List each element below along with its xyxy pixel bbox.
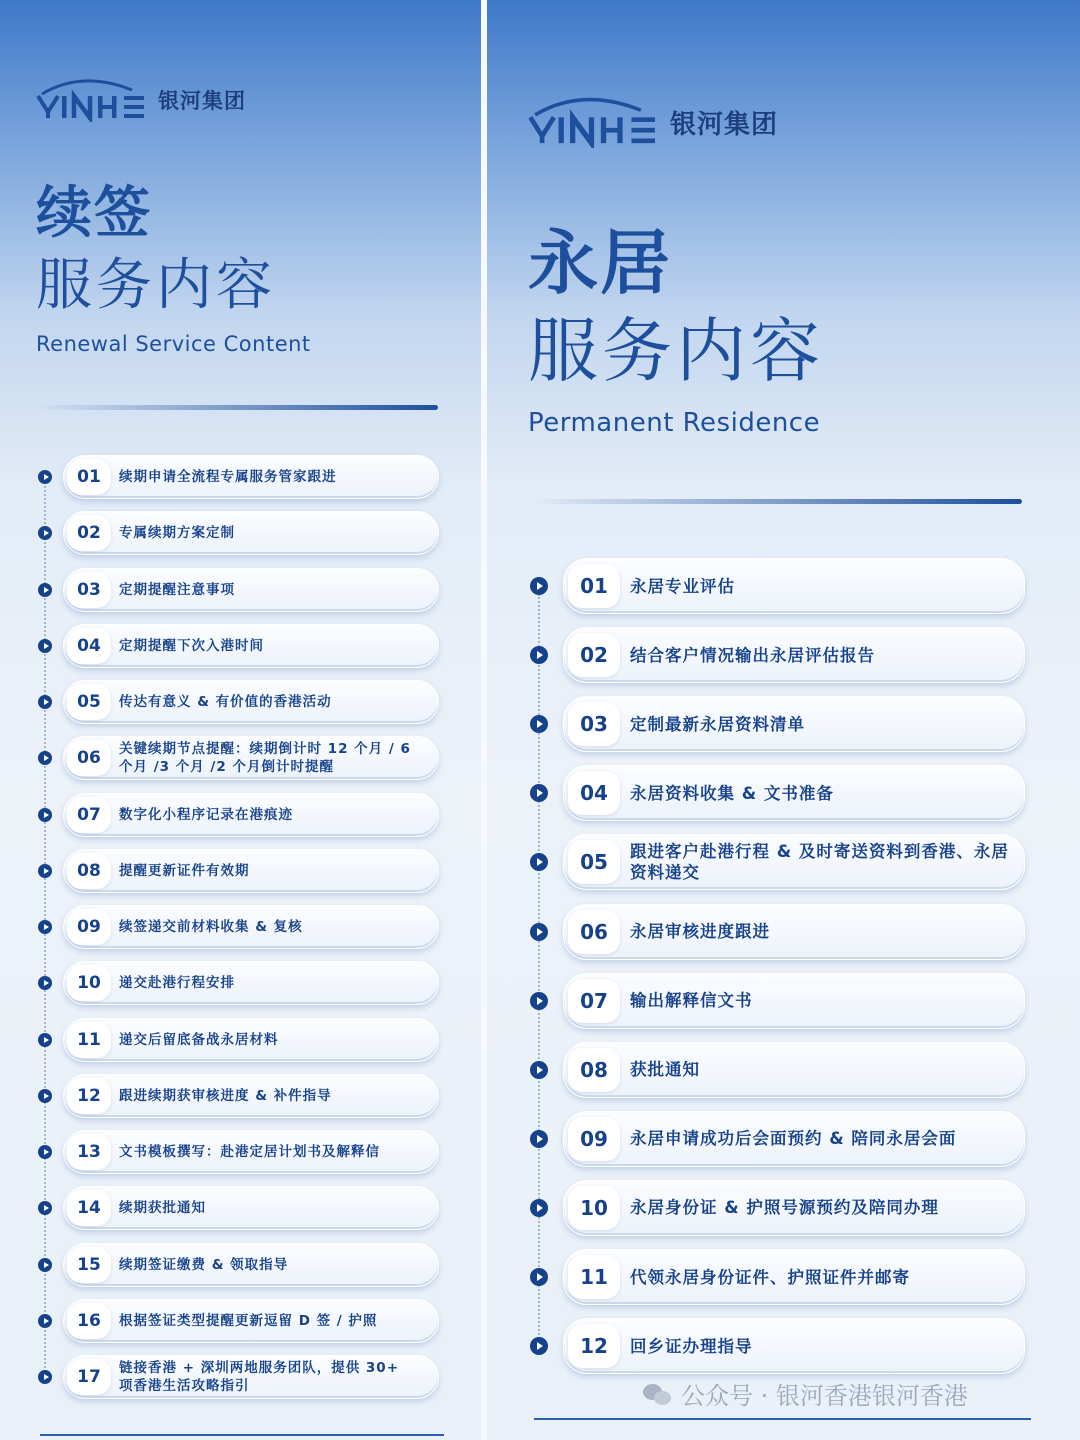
yinhe-logo [528,96,778,148]
play-bullet-icon [38,695,52,709]
item-number: 09 [568,1117,620,1161]
wechat-watermark [643,1376,968,1411]
service-item-card [563,558,1025,614]
play-bullet-icon [38,1314,52,1328]
play-bullet-icon [530,853,548,871]
play-bullet-icon [530,1061,548,1079]
service-item-card [563,1111,1025,1167]
play-bullet-icon [38,976,52,990]
item-text: 永居资料收集 & 文书准备 [630,783,834,803]
item-number: 16 [67,1303,111,1339]
wechat-icon [643,1382,673,1406]
item-number: 08 [568,1048,620,1092]
item-number: 07 [568,979,620,1023]
item-number: 09 [67,909,111,945]
title-accent-line [36,405,438,410]
section-title-english: Permanent Residence [528,408,821,438]
service-item-card [63,680,439,724]
timeline-dots [538,594,540,1354]
service-item-card [63,1299,439,1343]
item-text: 数字化小程序记录在港痕迹 [119,806,293,823]
item-number: 10 [568,1186,620,1230]
service-item-card [563,765,1025,821]
item-number: 01 [67,459,111,495]
item-text: 结合客户情况输出永居评估报告 [630,645,875,665]
item-text: 提醒更新证件有效期 [119,862,250,879]
item-text: 输出解释信文书 [630,991,753,1011]
play-bullet-icon [38,1145,52,1159]
item-text: 递交赴港行程安排 [119,975,235,992]
item-text: 定期提醒注意事项 [119,581,235,598]
item-text: 永居专业评估 [630,576,735,596]
item-number: 14 [67,1190,111,1226]
item-number: 07 [67,797,111,833]
item-text: 续期签证缴费 & 领取指导 [119,1256,289,1273]
play-bullet-icon [530,923,548,941]
play-bullet-icon [38,751,52,765]
service-item-card [63,1074,439,1118]
item-text: 根据签证类型提醒更新逗留 D 签 / 护照 [119,1312,378,1329]
bottom-rule [534,1418,1031,1420]
service-item-card [63,1355,439,1399]
item-number: 04 [67,628,111,664]
item-text: 跟进续期获审核进度 & 补件指导 [119,1087,332,1104]
item-number: 13 [67,1134,111,1170]
play-bullet-icon [38,808,52,822]
play-bullet-icon [38,1370,52,1384]
item-number: 02 [568,633,620,677]
section-title-light: 服务内容 [528,310,824,392]
item-number: 11 [568,1255,620,1299]
play-bullet-icon [530,1337,548,1355]
item-text: 链接香港 + 深圳两地服务团队，提供 30+ 项香港生活攻略指引 [119,1360,400,1394]
play-bullet-icon [38,864,52,878]
watermark-text: 公众号 · 银河香港银河香港 [681,1382,968,1410]
service-item-card [63,905,439,949]
play-bullet-icon [38,583,52,597]
yinhe-logo [36,78,246,122]
item-number: 01 [568,564,620,608]
play-bullet-icon [38,1089,52,1103]
service-item-card [563,834,1025,890]
play-bullet-icon [38,1201,52,1215]
service-item-card [563,1318,1025,1374]
item-text: 永居身份证 & 护照号源预约及陪同办理 [630,1198,939,1218]
item-text: 回乡证办理指导 [630,1336,753,1356]
service-item-card [63,511,439,555]
play-bullet-icon [530,646,548,664]
item-number: 06 [568,910,620,954]
item-number: 17 [67,1359,111,1395]
section-title-bold: 续签 [36,181,152,246]
item-number: 03 [67,572,111,608]
service-item-card [63,1130,439,1174]
service-item-card [63,624,439,668]
play-bullet-icon [530,715,548,733]
item-text: 续签递交前材料收集 & 复核 [119,919,303,935]
item-number: 15 [67,1247,111,1283]
service-item-card [563,1249,1025,1305]
title-accent-line [528,499,1022,504]
item-number: 05 [67,684,111,720]
service-item-card [63,1243,439,1287]
item-text: 关键续期节点提醒：续期倒计时 12 个月 / 6 个月 /3 个月 /2 个月倒计时提醒 [119,741,411,776]
service-item-card [563,627,1025,683]
item-text: 专属续期方案定制 [119,525,235,542]
service-item-card [563,1042,1025,1098]
play-bullet-icon [530,1130,548,1148]
service-item-card [63,1018,439,1062]
item-text: 递交后留底备战永居材料 [119,1031,279,1048]
service-item-card [63,736,439,780]
service-item-card [563,904,1025,960]
service-item-card [63,455,439,499]
item-text: 定制最新永居资料清单 [630,714,805,734]
item-text: 续期申请全流程专属服务管家跟进 [119,469,337,485]
play-bullet-icon [530,577,548,595]
item-text: 续期获批通知 [119,1200,206,1217]
yinhe-logo-mark [36,78,150,122]
item-number: 03 [568,702,620,746]
section-title-light: 服务内容 [36,253,276,318]
item-text: 代领永居身份证件、护照证件并邮寄 [630,1267,910,1287]
bottom-rule [40,1434,444,1436]
service-item-card [563,696,1025,752]
service-item-card [63,568,439,612]
item-text: 跟进客户赴港行程 & 及时寄送资料到香港、永居资料递交 [630,842,1009,883]
item-number: 12 [568,1324,620,1368]
play-bullet-icon [38,639,52,653]
play-bullet-icon [530,1268,548,1286]
item-number: 04 [568,771,620,815]
item-number: 12 [67,1078,111,1114]
item-number: 08 [67,853,111,889]
service-item-card [63,1186,439,1230]
item-number: 11 [67,1022,111,1058]
item-number: 02 [67,515,111,551]
service-item-card [63,849,439,893]
permanent-residence-panel [487,0,1080,1440]
item-text: 永居申请成功后会面预约 & 陪同永居会面 [630,1129,957,1149]
play-bullet-icon [38,1258,52,1272]
item-text: 传达有意义 & 有价值的香港活动 [119,694,332,710]
section-title-english: Renewal Service Content [36,332,311,356]
yinhe-logo-mark [528,96,662,148]
item-text: 获批通知 [630,1060,700,1080]
item-text: 文书模板撰写：赴港定居计划书及解释信 [119,1144,380,1160]
item-number: 05 [568,840,620,884]
play-bullet-icon [530,992,548,1010]
play-bullet-icon [38,470,52,484]
service-item-card [563,973,1025,1029]
item-text: 永居审核进度跟进 [630,922,770,941]
play-bullet-icon [530,1199,548,1217]
play-bullet-icon [530,784,548,802]
play-bullet-icon [38,920,52,934]
item-number: 10 [67,965,111,1001]
item-number: 06 [67,740,111,776]
renewal-panel [0,0,481,1440]
logo-chinese-name: 银河集团 [670,109,779,140]
section-title-bold: 永居 [528,222,672,304]
play-bullet-icon [38,526,52,540]
item-text: 定期提醒下次入港时间 [119,637,264,654]
service-item-card [63,793,439,837]
logo-chinese-name: 银河集团 [158,89,246,113]
service-item-card [63,961,439,1005]
play-bullet-icon [38,1033,52,1047]
service-item-card [563,1180,1025,1236]
